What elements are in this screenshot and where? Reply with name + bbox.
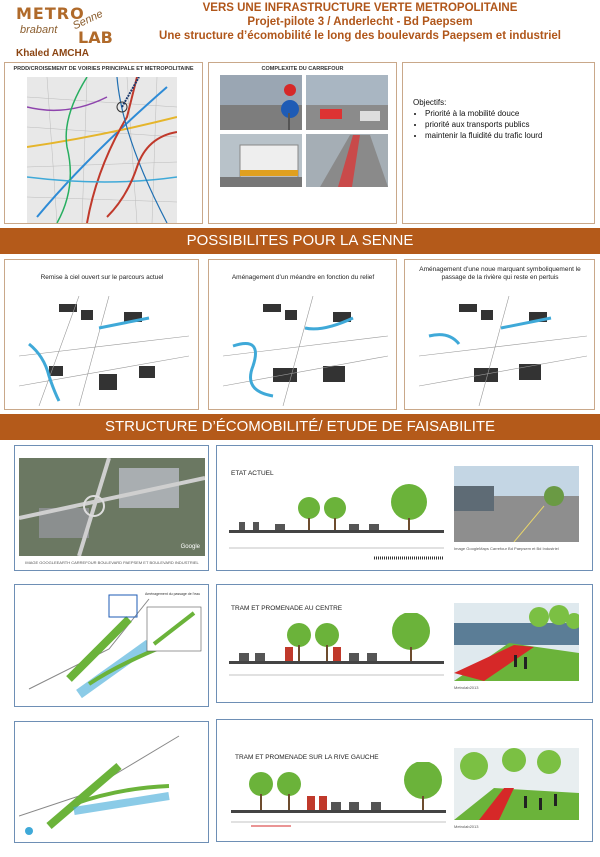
water-plan-panel <box>14 584 209 707</box>
objectives-panel <box>402 62 595 224</box>
aerial-photo-panel <box>14 445 209 571</box>
section-banner-feasibility: STRUCTURE D’ÉCOMOBILITÉ/ ETUDE DE FAISABILITE <box>0 414 600 440</box>
promenade-plan-panel <box>14 721 209 843</box>
senne-plan-1 <box>19 296 189 406</box>
prdd-map-panel <box>4 62 203 224</box>
senne-plan-2 <box>223 296 388 406</box>
promenade-plan <box>19 726 205 840</box>
tram-rive-panel <box>216 719 593 842</box>
water-plan <box>19 589 205 704</box>
objectives-title: Objectifs: <box>413 98 447 107</box>
senne-option-2-caption: Aménagement d’un méandre en fonction du relief <box>231 274 375 281</box>
tram-centre-section <box>229 613 444 697</box>
title-line-1: VERS UNE INFRASTRUCTURE VERTE METROPOLITAINE <box>202 2 518 14</box>
senne-option-1 <box>4 259 199 410</box>
logo-brabant: brabant <box>20 24 58 36</box>
tram-centre-render <box>454 603 579 681</box>
tram-rive-label: TRAM ET PROMENADE SUR LA RIVE GAUCHE <box>235 754 379 761</box>
water-plan-label: Aménagement du passage de l’eau <box>145 592 201 596</box>
objective-item: • Priorité à la mobilité douce <box>425 108 591 119</box>
crossroad-photos-panel <box>208 62 397 224</box>
title-line-2: Projet-pilote 3 / Anderlecht - Bd Paepsem <box>247 16 473 28</box>
crossroad-photos <box>220 75 388 187</box>
metrolab-logo <box>8 4 128 62</box>
etat-actuel-photo <box>454 466 579 542</box>
etat-actuel-panel <box>216 445 593 571</box>
senne-plan-3 <box>419 296 587 406</box>
map-caption: PRDD/CROISEMENT DE VOIRIES PRINCIPALE ET METROPOLITAINE <box>13 66 194 72</box>
objectives <box>413 97 591 141</box>
objective-item: • priorité aux transports publics <box>425 119 591 130</box>
aerial-caption: IMAGE GOOGLEEARTH CARREFOUR BOULEVARD PAEPSEM ET BOULEVARD INDUSTRIEL <box>25 560 199 565</box>
senne-option-3-caption: Aménagement d’une noue marquant symboliquement le passage de la rivière qui reste en pertuis <box>419 266 581 281</box>
aerial-photo <box>19 458 205 556</box>
etat-actuel-section <box>229 478 444 568</box>
tram-rive-credit: Metrolab2013 <box>454 824 479 829</box>
author-name: Khaled AMCHA <box>16 48 89 59</box>
tram-rive-section <box>231 762 446 840</box>
senne-option-2 <box>208 259 397 410</box>
google-watermark: Google <box>180 544 200 550</box>
logo-senne: Senne <box>70 7 105 33</box>
photos-caption: COMPLEXITE DU CARREFOUR <box>261 66 344 72</box>
etat-photo-caption: Image GoogleMaps Carrefour Bd Paepsem et Bd Industriel <box>454 546 559 551</box>
senne-option-1-caption: Remise à ciel ouvert sur le parcours actuel <box>40 274 164 281</box>
logo-metro: METRO <box>16 4 85 23</box>
logo-lab: LAB <box>78 28 113 47</box>
objective-item: • maintenir la fluidité du trafic lourd <box>425 130 591 141</box>
tram-centre-credit: Metrolab2013 <box>454 685 479 690</box>
tram-centre-panel <box>216 584 593 703</box>
etat-actuel-label: ETAT ACTUEL <box>231 470 274 477</box>
section-banner-senne: POSSIBILITES POUR LA SENNE <box>0 228 600 254</box>
title-line-3: Une structure d’écomobilité le long des boulevards Paepsem et industriel <box>159 30 561 42</box>
tram-rive-render <box>454 748 579 820</box>
tram-centre-label: TRAM ET PROMENADE AU CENTRE <box>231 605 343 612</box>
senne-option-3 <box>404 259 595 410</box>
prdd-map <box>27 77 177 223</box>
poster-title <box>128 2 592 43</box>
